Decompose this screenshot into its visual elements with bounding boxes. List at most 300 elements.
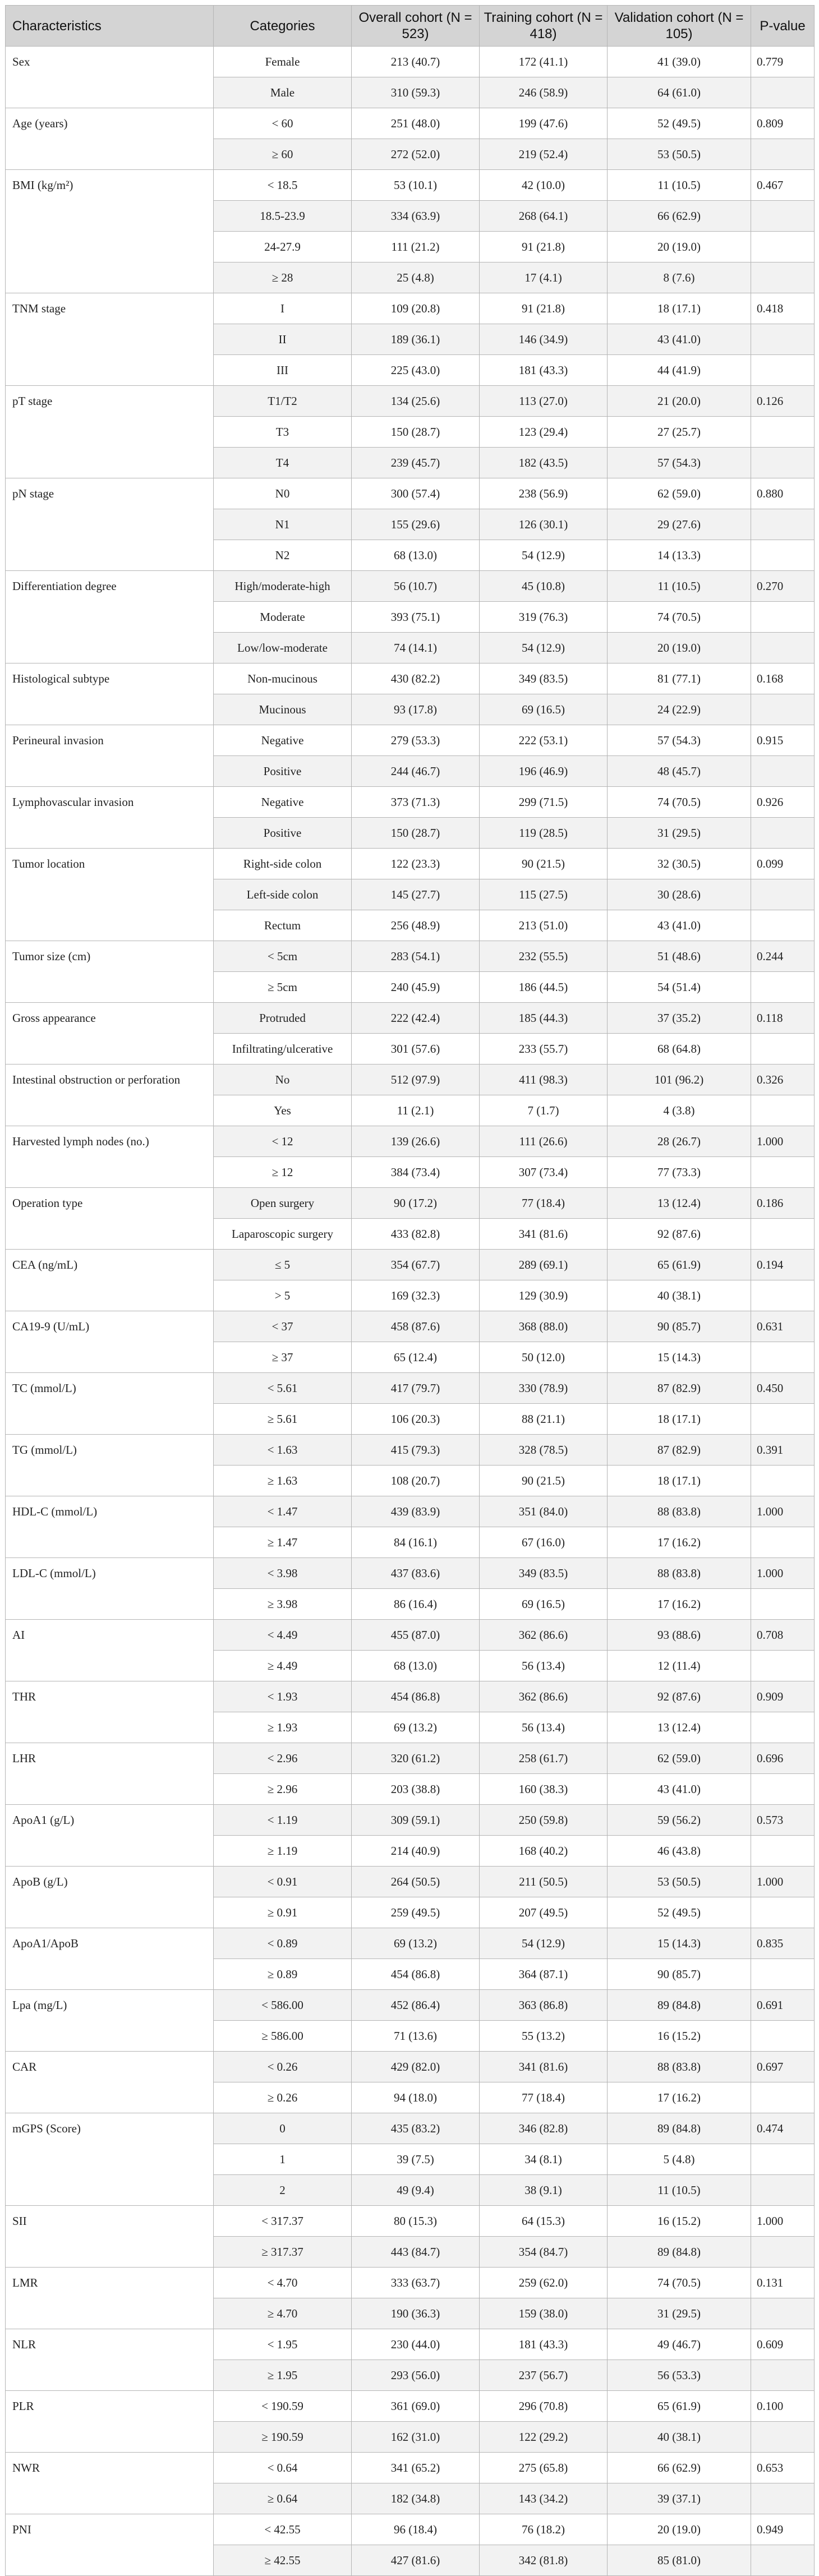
p-value-cell: 0.691 xyxy=(751,1990,815,2021)
p-value-cell xyxy=(751,818,815,849)
overall-cohort-cell: 69 (13.2) xyxy=(352,1712,480,1743)
training-cohort-cell: 296 (70.8) xyxy=(480,2391,608,2422)
training-cohort-cell: 146 (34.9) xyxy=(480,324,608,355)
p-value-cell xyxy=(751,232,815,262)
table-row xyxy=(6,2268,815,2298)
p-value-cell xyxy=(751,1095,815,1126)
category-cell: ≤ 5 xyxy=(214,1250,352,1280)
training-cohort-cell: 54 (12.9) xyxy=(480,633,608,663)
overall-cohort-cell: 108 (20.7) xyxy=(352,1466,480,1496)
table-row xyxy=(6,386,815,417)
table-row xyxy=(6,571,815,602)
training-cohort-cell: 77 (18.4) xyxy=(480,1188,608,1219)
characteristic-lpa-mg-l: Lpa (mg/L) xyxy=(6,1990,214,2052)
validation-cohort-cell: 18 (17.1) xyxy=(608,293,751,324)
overall-cohort-cell: 182 (34.8) xyxy=(352,2483,480,2514)
category-cell: < 0.91 xyxy=(214,1867,352,1897)
training-cohort-cell: 42 (10.0) xyxy=(480,170,608,201)
validation-cohort-cell: 57 (54.3) xyxy=(608,725,751,756)
category-cell: ≥ 37 xyxy=(214,1342,352,1373)
category-cell: < 5.61 xyxy=(214,1373,352,1404)
overall-cohort-cell: 437 (83.6) xyxy=(352,1558,480,1589)
p-value-cell xyxy=(751,1589,815,1620)
table-row xyxy=(6,1620,815,1651)
category-cell: Low/low-moderate xyxy=(214,633,352,663)
table-row xyxy=(6,787,815,818)
overall-cohort-cell: 300 (57.4) xyxy=(352,478,480,509)
validation-cohort-cell: 89 (84.8) xyxy=(608,1990,751,2021)
overall-cohort-cell: 454 (86.8) xyxy=(352,1959,480,1990)
table-row xyxy=(6,1558,815,1589)
p-value-cell: 0.573 xyxy=(751,1805,815,1836)
validation-cohort-cell: 27 (25.7) xyxy=(608,417,751,448)
category-cell: ≥ 586.00 xyxy=(214,2021,352,2052)
overall-cohort-cell: 251 (48.0) xyxy=(352,108,480,139)
category-cell: ≥ 4.70 xyxy=(214,2298,352,2329)
category-cell: Positive xyxy=(214,818,352,849)
validation-cohort-cell: 13 (12.4) xyxy=(608,1188,751,1219)
training-cohort-cell: 232 (55.5) xyxy=(480,941,608,972)
validation-cohort-cell: 57 (54.3) xyxy=(608,448,751,478)
overall-cohort-cell: 301 (57.6) xyxy=(352,1034,480,1064)
validation-cohort-cell: 52 (49.5) xyxy=(608,108,751,139)
category-cell: 0 xyxy=(214,2113,352,2144)
p-value-cell: 0.779 xyxy=(751,47,815,77)
overall-cohort-cell: 320 (61.2) xyxy=(352,1743,480,1774)
overall-cohort-cell: 443 (84.7) xyxy=(352,2237,480,2268)
category-cell: ≥ 1.19 xyxy=(214,1836,352,1867)
p-value-cell: 0.194 xyxy=(751,1250,815,1280)
p-value-cell xyxy=(751,2422,815,2453)
category-cell: < 37 xyxy=(214,1311,352,1342)
overall-cohort-cell: 11 (2.1) xyxy=(352,1095,480,1126)
validation-cohort-cell: 53 (50.5) xyxy=(608,139,751,170)
validation-cohort-cell: 77 (73.3) xyxy=(608,1157,751,1188)
validation-cohort-cell: 81 (77.1) xyxy=(608,663,751,694)
p-value-cell: 1.000 xyxy=(751,2206,815,2237)
category-cell: T4 xyxy=(214,448,352,478)
header-row xyxy=(6,6,815,47)
validation-cohort-cell: 74 (70.5) xyxy=(608,602,751,633)
overall-cohort-cell: 150 (28.7) xyxy=(352,417,480,448)
overall-cohort-cell: 272 (52.0) xyxy=(352,139,480,170)
category-cell: < 317.37 xyxy=(214,2206,352,2237)
p-value-cell xyxy=(751,756,815,787)
table-row xyxy=(6,2514,815,2545)
category-cell: Non-mucinous xyxy=(214,663,352,694)
overall-cohort-cell: 429 (82.0) xyxy=(352,2052,480,2082)
training-cohort-cell: 56 (13.4) xyxy=(480,1651,608,1681)
p-value-cell xyxy=(751,1651,815,1681)
validation-cohort-cell: 43 (41.0) xyxy=(608,1774,751,1805)
p-value-cell xyxy=(751,2175,815,2206)
training-cohort-cell: 411 (98.3) xyxy=(480,1064,608,1095)
category-cell: Laparoscopic surgery xyxy=(214,1219,352,1250)
training-cohort-cell: 64 (15.3) xyxy=(480,2206,608,2237)
training-cohort-cell: 111 (26.6) xyxy=(480,1126,608,1157)
p-value-cell xyxy=(751,201,815,232)
p-value-cell: 0.186 xyxy=(751,1188,815,1219)
validation-cohort-cell: 40 (38.1) xyxy=(608,2422,751,2453)
p-value-cell xyxy=(751,1527,815,1558)
overall-cohort-cell: 56 (10.7) xyxy=(352,571,480,602)
p-value-cell: 0.809 xyxy=(751,108,815,139)
category-cell: ≥ 0.26 xyxy=(214,2082,352,2113)
p-value-cell xyxy=(751,509,815,540)
table-row xyxy=(6,663,815,694)
training-cohort-cell: 45 (10.8) xyxy=(480,571,608,602)
table-body xyxy=(6,47,815,2576)
overall-cohort-cell: 293 (56.0) xyxy=(352,2360,480,2391)
training-cohort-cell: 258 (61.7) xyxy=(480,1743,608,1774)
characteristic-hdl-c-mmol-l: HDL-C (mmol/L) xyxy=(6,1496,214,1558)
category-cell: ≥ 0.64 xyxy=(214,2483,352,2514)
validation-cohort-cell: 74 (70.5) xyxy=(608,787,751,818)
validation-cohort-cell: 88 (83.8) xyxy=(608,2052,751,2082)
p-value-cell: 0.949 xyxy=(751,2514,815,2545)
category-cell: ≥ 4.49 xyxy=(214,1651,352,1681)
p-value-cell xyxy=(751,1280,815,1311)
overall-cohort-cell: 68 (13.0) xyxy=(352,540,480,571)
category-cell: ≥ 5.61 xyxy=(214,1404,352,1435)
category-cell: < 1.19 xyxy=(214,1805,352,1836)
validation-cohort-cell: 30 (28.6) xyxy=(608,879,751,910)
overall-cohort-cell: 109 (20.8) xyxy=(352,293,480,324)
category-cell: < 0.89 xyxy=(214,1928,352,1959)
overall-cohort-cell: 213 (40.7) xyxy=(352,47,480,77)
p-value-cell: 0.270 xyxy=(751,571,815,602)
overall-cohort-cell: 435 (83.2) xyxy=(352,2113,480,2144)
p-value-cell xyxy=(751,1959,815,1990)
training-cohort-cell: 119 (28.5) xyxy=(480,818,608,849)
p-value-cell xyxy=(751,1836,815,1867)
validation-cohort-cell: 29 (27.6) xyxy=(608,509,751,540)
validation-cohort-cell: 85 (81.0) xyxy=(608,2545,751,2576)
characteristic-thr: THR xyxy=(6,1681,214,1743)
category-cell: ≥ 12 xyxy=(214,1157,352,1188)
training-cohort-cell: 129 (30.9) xyxy=(480,1280,608,1311)
validation-cohort-cell: 66 (62.9) xyxy=(608,201,751,232)
category-cell: < 3.98 xyxy=(214,1558,352,1589)
overall-cohort-cell: 139 (26.6) xyxy=(352,1126,480,1157)
category-cell: ≥ 1.63 xyxy=(214,1466,352,1496)
category-cell: Open surgery xyxy=(214,1188,352,1219)
training-cohort-cell: 250 (59.8) xyxy=(480,1805,608,1836)
p-value-cell: 0.467 xyxy=(751,170,815,201)
validation-cohort-cell: 90 (85.7) xyxy=(608,1959,751,1990)
characteristic-pni: PNI xyxy=(6,2514,214,2576)
table-row xyxy=(6,478,815,509)
validation-cohort-cell: 17 (16.2) xyxy=(608,1589,751,1620)
category-cell: 18.5-23.9 xyxy=(214,201,352,232)
p-value-cell: 0.909 xyxy=(751,1681,815,1712)
training-cohort-cell: 90 (21.5) xyxy=(480,1466,608,1496)
validation-cohort-cell: 32 (30.5) xyxy=(608,849,751,879)
validation-cohort-cell: 17 (16.2) xyxy=(608,2082,751,2113)
overall-cohort-cell: 111 (21.2) xyxy=(352,232,480,262)
validation-cohort-cell: 11 (10.5) xyxy=(608,2175,751,2206)
table-row xyxy=(6,108,815,139)
training-cohort-cell: 211 (50.5) xyxy=(480,1867,608,1897)
characteristic-tg-mmol-l: TG (mmol/L) xyxy=(6,1435,214,1496)
p-value-cell: 0.926 xyxy=(751,787,815,818)
category-cell: ≥ 190.59 xyxy=(214,2422,352,2453)
table-row xyxy=(6,1743,815,1774)
category-cell: Negative xyxy=(214,725,352,756)
training-cohort-cell: 237 (56.7) xyxy=(480,2360,608,2391)
p-value-cell: 0.418 xyxy=(751,293,815,324)
overall-cohort-cell: 225 (43.0) xyxy=(352,355,480,386)
table-row xyxy=(6,1496,815,1527)
p-value-cell: 0.244 xyxy=(751,941,815,972)
overall-cohort-cell: 341 (65.2) xyxy=(352,2453,480,2483)
p-value-cell: 0.131 xyxy=(751,2268,815,2298)
overall-cohort-cell: 214 (40.9) xyxy=(352,1836,480,1867)
overall-cohort-cell: 334 (63.9) xyxy=(352,201,480,232)
training-cohort-cell: 67 (16.0) xyxy=(480,1527,608,1558)
characteristic-intestinal-obstruction-or-perforation: Intestinal obstruction or perforation xyxy=(6,1064,214,1126)
category-cell: ≥ 5cm xyxy=(214,972,352,1003)
characteristic-tumor-location: Tumor location xyxy=(6,849,214,941)
category-cell: > 5 xyxy=(214,1280,352,1311)
p-value-cell xyxy=(751,1404,815,1435)
category-cell: 2 xyxy=(214,2175,352,2206)
category-cell: N2 xyxy=(214,540,352,571)
training-cohort-cell: 17 (4.1) xyxy=(480,262,608,293)
characteristic-tnm-stage: TNM stage xyxy=(6,293,214,386)
p-value-cell: 0.835 xyxy=(751,1928,815,1959)
p-value-cell xyxy=(751,1897,815,1928)
training-cohort-cell: 219 (52.4) xyxy=(480,139,608,170)
training-cohort-cell: 354 (84.7) xyxy=(480,2237,608,2268)
p-value-cell: 0.118 xyxy=(751,1003,815,1034)
category-cell: ≥ 1.95 xyxy=(214,2360,352,2391)
training-cohort-cell: 88 (21.1) xyxy=(480,1404,608,1435)
validation-cohort-cell: 31 (29.5) xyxy=(608,2298,751,2329)
category-cell: Left-side colon xyxy=(214,879,352,910)
training-cohort-cell: 159 (38.0) xyxy=(480,2298,608,2329)
overall-cohort-cell: 190 (36.3) xyxy=(352,2298,480,2329)
category-cell: T1/T2 xyxy=(214,386,352,417)
p-value-cell xyxy=(751,324,815,355)
validation-cohort-cell: 56 (53.3) xyxy=(608,2360,751,2391)
category-cell: Negative xyxy=(214,787,352,818)
category-cell: Right-side colon xyxy=(214,849,352,879)
overall-cohort-cell: 96 (18.4) xyxy=(352,2514,480,2545)
training-cohort-cell: 346 (82.8) xyxy=(480,2113,608,2144)
overall-cohort-cell: 90 (17.2) xyxy=(352,1188,480,1219)
validation-cohort-cell: 92 (87.6) xyxy=(608,1219,751,1250)
table-row xyxy=(6,1064,815,1095)
training-cohort-cell: 207 (49.5) xyxy=(480,1897,608,1928)
table-row xyxy=(6,1681,815,1712)
category-cell: No xyxy=(214,1064,352,1095)
category-cell: 24-27.9 xyxy=(214,232,352,262)
category-cell: < 586.00 xyxy=(214,1990,352,2021)
overall-cohort-cell: 283 (54.1) xyxy=(352,941,480,972)
category-cell: ≥ 42.55 xyxy=(214,2545,352,2576)
p-value-cell: 0.326 xyxy=(751,1064,815,1095)
validation-cohort-cell: 15 (14.3) xyxy=(608,1928,751,1959)
training-cohort-cell: 34 (8.1) xyxy=(480,2144,608,2175)
table-row xyxy=(6,1805,815,1836)
category-cell: Infiltrating/ulcerative xyxy=(214,1034,352,1064)
p-value-cell xyxy=(751,2298,815,2329)
p-value-cell xyxy=(751,1774,815,1805)
validation-cohort-cell: 16 (15.2) xyxy=(608,2206,751,2237)
training-cohort-cell: 76 (18.2) xyxy=(480,2514,608,2545)
training-cohort-cell: 50 (12.0) xyxy=(480,1342,608,1373)
overall-cohort-cell: 244 (46.7) xyxy=(352,756,480,787)
validation-cohort-cell: 21 (20.0) xyxy=(608,386,751,417)
p-value-cell xyxy=(751,879,815,910)
training-cohort-cell: 328 (78.5) xyxy=(480,1435,608,1466)
characteristic-differentiation-degree: Differentiation degree xyxy=(6,571,214,663)
validation-cohort-cell: 14 (13.3) xyxy=(608,540,751,571)
characteristic-ca19-9-u-ml: CA19-9 (U/mL) xyxy=(6,1311,214,1373)
overall-cohort-cell: 150 (28.7) xyxy=(352,818,480,849)
characteristic-age-years: Age (years) xyxy=(6,108,214,170)
p-value-cell xyxy=(751,1034,815,1064)
training-cohort-cell: 238 (56.9) xyxy=(480,478,608,509)
table-row xyxy=(6,849,815,879)
overall-cohort-cell: 230 (44.0) xyxy=(352,2329,480,2360)
overall-cohort-cell: 84 (16.1) xyxy=(352,1527,480,1558)
validation-cohort-cell: 87 (82.9) xyxy=(608,1373,751,1404)
validation-cohort-cell: 24 (22.9) xyxy=(608,694,751,725)
overall-cohort-cell: 256 (48.9) xyxy=(352,910,480,941)
header-validation-cohort: Validation cohort (N = 105) xyxy=(608,6,751,47)
overall-cohort-cell: 155 (29.6) xyxy=(352,509,480,540)
overall-cohort-cell: 49 (9.4) xyxy=(352,2175,480,2206)
training-cohort-cell: 196 (46.9) xyxy=(480,756,608,787)
category-cell: < 2.96 xyxy=(214,1743,352,1774)
characteristic-bmi-kg-m: BMI (kg/m²) xyxy=(6,170,214,293)
overall-cohort-cell: 94 (18.0) xyxy=(352,2082,480,2113)
p-value-cell xyxy=(751,448,815,478)
training-cohort-cell: 69 (16.5) xyxy=(480,694,608,725)
overall-cohort-cell: 122 (23.3) xyxy=(352,849,480,879)
p-value-cell: 0.391 xyxy=(751,1435,815,1466)
validation-cohort-cell: 37 (35.2) xyxy=(608,1003,751,1034)
training-cohort-cell: 289 (69.1) xyxy=(480,1250,608,1280)
overall-cohort-cell: 145 (27.7) xyxy=(352,879,480,910)
overall-cohort-cell: 25 (4.8) xyxy=(352,262,480,293)
category-cell: < 1.93 xyxy=(214,1681,352,1712)
characteristic-lhr: LHR xyxy=(6,1743,214,1805)
training-cohort-cell: 113 (27.0) xyxy=(480,386,608,417)
p-value-cell xyxy=(751,2021,815,2052)
training-cohort-cell: 122 (29.2) xyxy=(480,2422,608,2453)
validation-cohort-cell: 31 (29.5) xyxy=(608,818,751,849)
category-cell: ≥ 0.91 xyxy=(214,1897,352,1928)
training-cohort-cell: 123 (29.4) xyxy=(480,417,608,448)
training-cohort-cell: 77 (18.4) xyxy=(480,2082,608,2113)
category-cell: ≥ 1.93 xyxy=(214,1712,352,1743)
category-cell: < 60 xyxy=(214,108,352,139)
validation-cohort-cell: 8 (7.6) xyxy=(608,262,751,293)
table-row xyxy=(6,1867,815,1897)
training-cohort-cell: 233 (55.7) xyxy=(480,1034,608,1064)
p-value-cell: 0.708 xyxy=(751,1620,815,1651)
overall-cohort-cell: 65 (12.4) xyxy=(352,1342,480,1373)
p-value-cell: 0.474 xyxy=(751,2113,815,2144)
training-cohort-cell: 342 (81.8) xyxy=(480,2545,608,2576)
training-cohort-cell: 275 (65.8) xyxy=(480,2453,608,2483)
validation-cohort-cell: 20 (19.0) xyxy=(608,633,751,663)
table-row xyxy=(6,1435,815,1466)
overall-cohort-cell: 384 (73.4) xyxy=(352,1157,480,1188)
category-cell: < 1.47 xyxy=(214,1496,352,1527)
training-cohort-cell: 55 (13.2) xyxy=(480,2021,608,2052)
validation-cohort-cell: 93 (88.6) xyxy=(608,1620,751,1651)
validation-cohort-cell: 4 (3.8) xyxy=(608,1095,751,1126)
validation-cohort-cell: 65 (61.9) xyxy=(608,2391,751,2422)
validation-cohort-cell: 40 (38.1) xyxy=(608,1280,751,1311)
overall-cohort-cell: 393 (75.1) xyxy=(352,602,480,633)
characteristic-car: CAR xyxy=(6,2052,214,2113)
validation-cohort-cell: 18 (17.1) xyxy=(608,1404,751,1435)
characteristic-ai: AI xyxy=(6,1620,214,1681)
p-value-cell xyxy=(751,2545,815,2576)
training-cohort-cell: 91 (21.8) xyxy=(480,232,608,262)
p-value-cell: 0.653 xyxy=(751,2453,815,2483)
p-value-cell: 0.100 xyxy=(751,2391,815,2422)
header-characteristics: Characteristics xyxy=(6,6,214,47)
validation-cohort-cell: 41 (39.0) xyxy=(608,47,751,77)
header-training-cohort: Training cohort (N = 418) xyxy=(480,6,608,47)
category-cell: II xyxy=(214,324,352,355)
category-cell: ≥ 1.47 xyxy=(214,1527,352,1558)
validation-cohort-cell: 66 (62.9) xyxy=(608,2453,751,2483)
validation-cohort-cell: 52 (49.5) xyxy=(608,1897,751,1928)
training-cohort-cell: 160 (38.3) xyxy=(480,1774,608,1805)
category-cell: ≥ 28 xyxy=(214,262,352,293)
category-cell: N0 xyxy=(214,478,352,509)
overall-cohort-cell: 162 (31.0) xyxy=(352,2422,480,2453)
overall-cohort-cell: 430 (82.2) xyxy=(352,663,480,694)
p-value-cell xyxy=(751,602,815,633)
p-value-cell: 1.000 xyxy=(751,1496,815,1527)
validation-cohort-cell: 62 (59.0) xyxy=(608,478,751,509)
table-row xyxy=(6,170,815,201)
category-cell: < 1.63 xyxy=(214,1435,352,1466)
overall-cohort-cell: 333 (63.7) xyxy=(352,2268,480,2298)
validation-cohort-cell: 12 (11.4) xyxy=(608,1651,751,1681)
validation-cohort-cell: 11 (10.5) xyxy=(608,170,751,201)
validation-cohort-cell: 39 (37.1) xyxy=(608,2483,751,2514)
overall-cohort-cell: 427 (81.6) xyxy=(352,2545,480,2576)
training-cohort-cell: 185 (44.3) xyxy=(480,1003,608,1034)
p-value-cell xyxy=(751,1466,815,1496)
category-cell: Female xyxy=(214,47,352,77)
validation-cohort-cell: 101 (96.2) xyxy=(608,1064,751,1095)
p-value-cell xyxy=(751,2144,815,2175)
characteristic-sii: SII xyxy=(6,2206,214,2268)
category-cell: Moderate xyxy=(214,602,352,633)
p-value-cell xyxy=(751,2483,815,2514)
validation-cohort-cell: 54 (51.4) xyxy=(608,972,751,1003)
p-value-cell xyxy=(751,417,815,448)
training-cohort-cell: 181 (43.3) xyxy=(480,355,608,386)
characteristic-mgps-score: mGPS (Score) xyxy=(6,2113,214,2206)
validation-cohort-cell: 18 (17.1) xyxy=(608,1466,751,1496)
validation-cohort-cell: 13 (12.4) xyxy=(608,1712,751,1743)
validation-cohort-cell: 5 (4.8) xyxy=(608,2144,751,2175)
characteristic-harvested-lymph-nodes-no: Harvested lymph nodes (no.) xyxy=(6,1126,214,1188)
category-cell: ≥ 60 xyxy=(214,139,352,170)
table-row xyxy=(6,2453,815,2483)
